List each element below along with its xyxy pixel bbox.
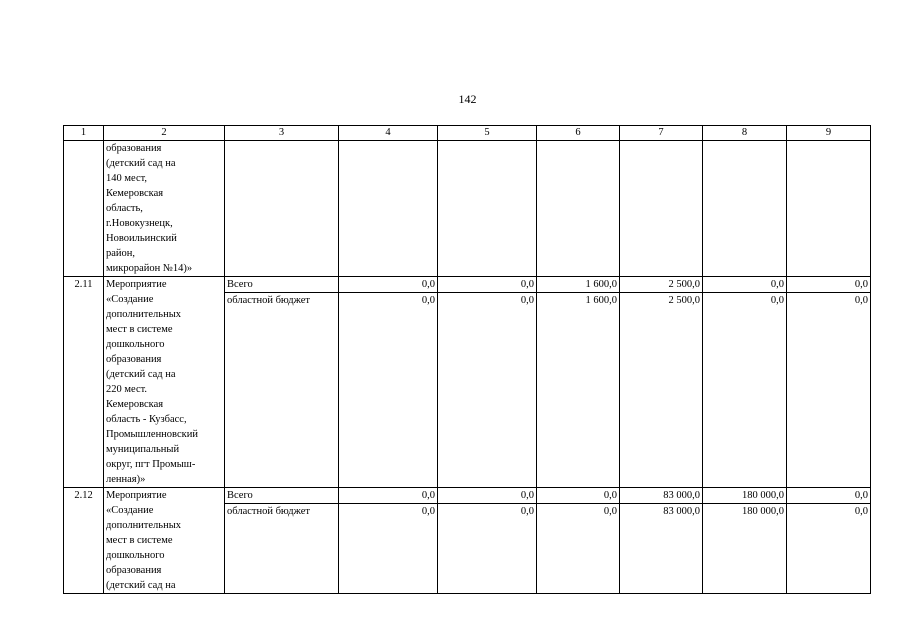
activity-name-line: округ, пгт Промыш- <box>106 459 196 470</box>
header-cell: 3 <box>225 126 339 141</box>
value-regional: 0,0 <box>854 295 868 306</box>
row-number: 2.12 <box>64 488 104 594</box>
row-number: 2.11 <box>64 277 104 488</box>
header-cell: 7 <box>620 126 703 141</box>
value-total: 0,0 <box>537 488 619 504</box>
source-regional: областной бюджет <box>227 506 310 517</box>
value-cell <box>438 141 537 277</box>
source-total: Всего <box>225 277 339 293</box>
source-total: Всего <box>225 488 339 504</box>
funding-source <box>225 488 339 594</box>
activity-name-line: муниципальный <box>106 444 180 455</box>
activity-name-line: мест в системе <box>106 535 173 546</box>
header-cell: 2 <box>104 126 225 141</box>
value-total: 0,0 <box>339 277 437 293</box>
value-regional: 2 500,0 <box>668 295 700 306</box>
value-regional: 0,0 <box>770 295 784 306</box>
value-cell <box>620 277 703 488</box>
activity-name-line: мест в системе <box>106 324 173 335</box>
activity-name-line: Кемеровская <box>106 188 164 199</box>
value-cell <box>339 141 438 277</box>
value-regional: 1 600,0 <box>585 295 617 306</box>
activity-name <box>104 277 225 488</box>
value-cell <box>438 488 537 594</box>
value-regional: 180 000,0 <box>742 506 784 517</box>
value-total: 2 500,0 <box>620 277 702 293</box>
activity-name-line: Новоильинский <box>106 233 177 244</box>
activity-name-line: Кемеровская <box>106 399 164 410</box>
activity-name-line: (детский сад на <box>106 369 176 380</box>
value-cell <box>787 488 871 594</box>
activity-name <box>104 141 225 277</box>
header-cell: 9 <box>787 126 871 141</box>
activity-name-line: Мероприятие <box>106 490 167 501</box>
activity-name-line: г.Новокузнецк, <box>106 218 173 229</box>
activity-name-line: дополнительных <box>106 309 182 320</box>
value-cell <box>537 488 620 594</box>
source-regional: областной бюджет <box>227 295 310 306</box>
activity-name-line: «Создание <box>106 505 154 516</box>
activity-name-line: 140 мест, <box>106 173 148 184</box>
funding-source <box>225 141 339 277</box>
activity-name-line: область - Кузбасс, <box>106 414 187 425</box>
value-cell <box>620 488 703 594</box>
value-total: 0,0 <box>703 277 786 293</box>
activity-name-line: (детский сад на <box>106 580 176 591</box>
activity-name <box>104 488 225 594</box>
activity-name-line: образования <box>106 143 162 154</box>
activity-name-line: область, <box>106 203 143 214</box>
value-regional: 0,0 <box>854 506 868 517</box>
funding-source <box>225 277 339 488</box>
budget-table <box>63 125 871 594</box>
table-row <box>64 277 871 488</box>
header-cell: 1 <box>64 126 104 141</box>
activity-name-line: дополнительных <box>106 520 182 531</box>
table-row <box>64 141 871 277</box>
value-cell <box>703 488 787 594</box>
value-total: 0,0 <box>787 488 870 504</box>
value-total: 83 000,0 <box>620 488 702 504</box>
value-cell <box>787 277 871 488</box>
activity-name-line: дошкольного <box>106 550 165 561</box>
table-row <box>64 488 871 594</box>
value-total: 0,0 <box>339 488 437 504</box>
header-cell: 6 <box>537 126 620 141</box>
value-cell <box>339 277 438 488</box>
value-cell <box>438 277 537 488</box>
value-total: 180 000,0 <box>703 488 786 504</box>
activity-name-line: район, <box>106 248 136 259</box>
value-regional: 83 000,0 <box>663 506 700 517</box>
activity-name-line: образования <box>106 565 162 576</box>
activity-name-line: Мероприятие <box>106 279 167 290</box>
value-cell <box>703 277 787 488</box>
value-total: 0,0 <box>787 277 870 293</box>
value-cell <box>537 277 620 488</box>
value-total: 0,0 <box>438 488 536 504</box>
value-cell <box>787 141 871 277</box>
value-cell <box>537 141 620 277</box>
value-regional: 0,0 <box>421 295 435 306</box>
header-row <box>64 126 871 141</box>
activity-name-line: дошкольного <box>106 339 165 350</box>
activity-name-line: образования <box>106 354 162 365</box>
activity-name-line: (детский сад на <box>106 158 176 169</box>
value-cell <box>703 141 787 277</box>
header-cell: 4 <box>339 126 438 141</box>
header-cell: 5 <box>438 126 537 141</box>
activity-name-line: «Создание <box>106 294 154 305</box>
value-cell <box>620 141 703 277</box>
value-regional: 0,0 <box>603 506 617 517</box>
activity-name-line: Промышленновский <box>106 429 198 440</box>
value-total: 0,0 <box>438 277 536 293</box>
value-regional: 0,0 <box>421 506 435 517</box>
page-number: 142 <box>458 92 477 106</box>
value-regional: 0,0 <box>520 506 534 517</box>
activity-name-line: ленная)» <box>106 474 146 485</box>
row-number <box>64 141 104 277</box>
value-regional: 0,0 <box>520 295 534 306</box>
value-total: 1 600,0 <box>537 277 619 293</box>
header-cell: 8 <box>703 126 787 141</box>
activity-name-line: микрорайон №14)» <box>106 263 193 274</box>
activity-name-line: 220 мест. <box>106 384 148 395</box>
value-cell <box>339 488 438 594</box>
